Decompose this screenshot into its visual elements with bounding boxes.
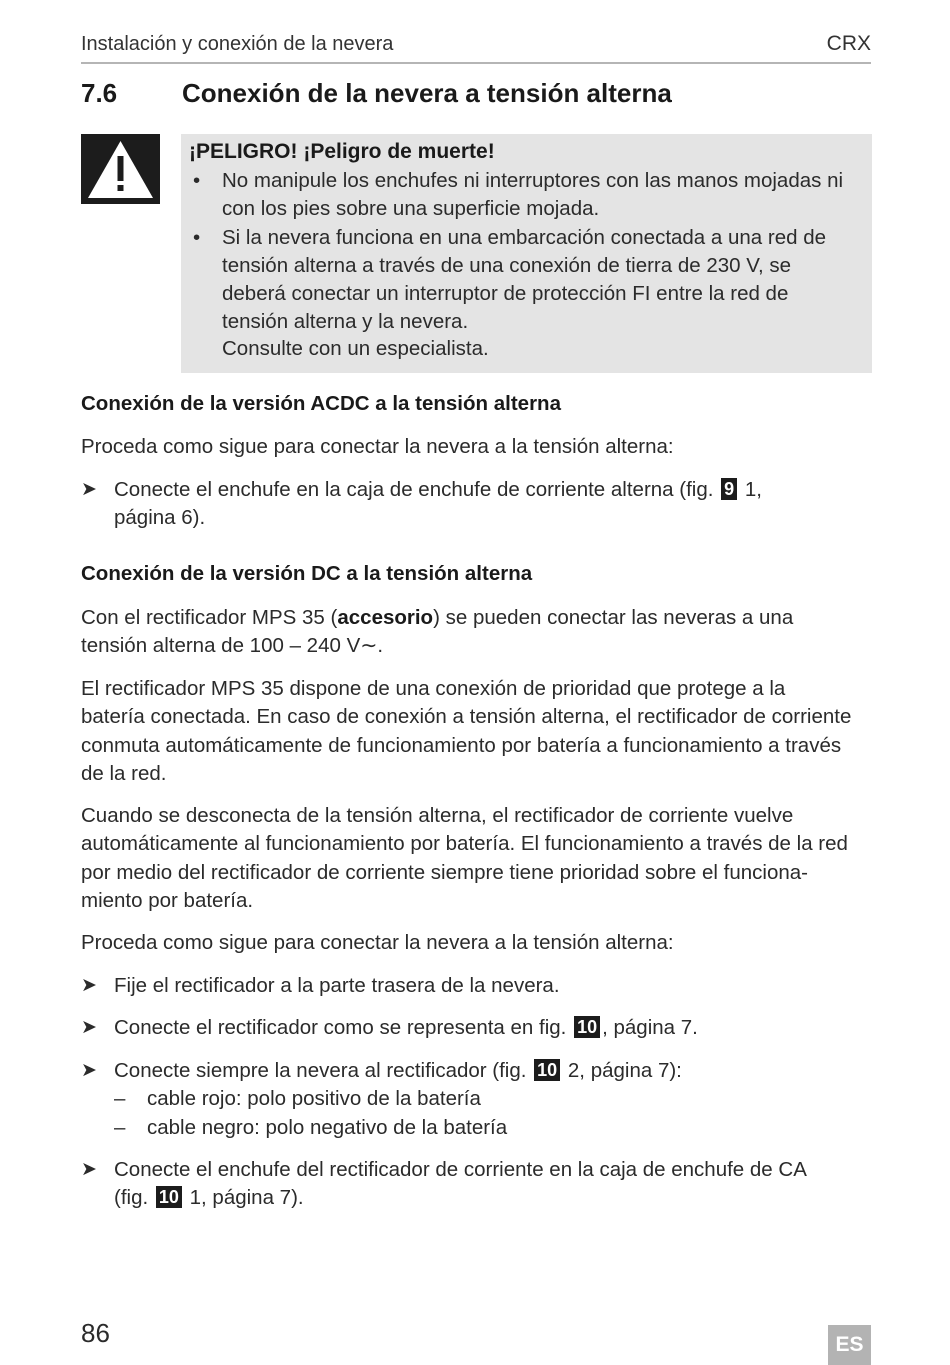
danger-title: ¡PELIGRO! ¡Peligro de muerte! bbox=[189, 140, 495, 163]
arrow-icon: ➤ bbox=[81, 1060, 97, 1081]
page-header bbox=[81, 30, 871, 64]
warning-triangle-icon bbox=[81, 134, 160, 204]
section-title: Conexión de la nevera a tensión alterna bbox=[182, 78, 672, 108]
page-number: 86 bbox=[81, 1318, 110, 1348]
dc-paragraph-1: Con el rectificador MPS 35 (accesorio) se pueden conectar las neveras a una tensión alterna de 100 – 240 V∼. bbox=[81, 606, 794, 658]
arrow-icon: ➤ bbox=[81, 975, 97, 996]
sub-item-black-cable: – cable negro: polo negativo de la batería bbox=[114, 1116, 508, 1139]
figure-ref: 10 bbox=[574, 1016, 600, 1038]
figure-ref: 10 bbox=[534, 1059, 560, 1081]
bullet: • bbox=[193, 225, 201, 249]
danger-item: • Si la nevera funciona en una embarcación conectada a una red de tensión alterna a través de una conexión de tierra de 230 V, se deberá conectar un interruptor de protección FI entre la red de tensión alterna y la nevera. bbox=[193, 225, 827, 334]
arrow-icon: ➤ bbox=[81, 479, 97, 500]
arrow-icon: ➤ bbox=[81, 1017, 97, 1038]
dc-paragraph-3: Cuando se desconecta de la tensión alterna, el rectificador de corriente vuelve automáticamente al funcionamiento por batería. El funcionamiento a través de la red por medio del rectificador de corriente siempre tiene prioridad sobre el funciona- miento por batería. bbox=[81, 804, 848, 912]
acdc-intro: Proceda como sigue para conectar la nevera a la tensión alterna: bbox=[81, 435, 674, 458]
section-heading bbox=[81, 78, 672, 109]
model-name: CRX bbox=[826, 32, 871, 55]
acdc-heading: Conexión de la versión ACDC a la tensión alterna bbox=[81, 392, 561, 415]
dc-paragraph-2: El rectificador MPS 35 dispone de una conexión de prioridad que protege a la batería conectada. En caso de conexión a tensión alterna, el rectificador de corriente conmuta automáticamente de funcionamiento por batería a funcionamiento a través de la red. bbox=[81, 677, 852, 785]
danger-notice bbox=[181, 134, 872, 373]
dc-intro: Proceda como sigue para conectar la nevera a la tensión alterna: bbox=[81, 931, 674, 954]
dc-heading: Conexión de la versión DC a la tensión alterna bbox=[81, 562, 533, 585]
danger-note: Consulte con un especialista. bbox=[222, 337, 489, 360]
arrow-icon: ➤ bbox=[81, 1159, 97, 1180]
sub-item-red-cable: – cable rojo: polo positivo de la batería bbox=[114, 1087, 481, 1110]
bullet: • bbox=[193, 169, 201, 192]
danger-item: • No manipule los enchufes ni interruptores con las manos mojadas ni con los pies sobre una superficie mojada. bbox=[193, 169, 844, 221]
figure-ref: 10 bbox=[156, 1186, 182, 1208]
chapter-title: Instalación y conexión de la nevera bbox=[81, 33, 394, 55]
figure-ref: 9 bbox=[721, 478, 737, 500]
section-number: 7.6 bbox=[81, 78, 118, 108]
danger-list bbox=[189, 167, 869, 337]
language-badge: ES bbox=[828, 1325, 871, 1365]
